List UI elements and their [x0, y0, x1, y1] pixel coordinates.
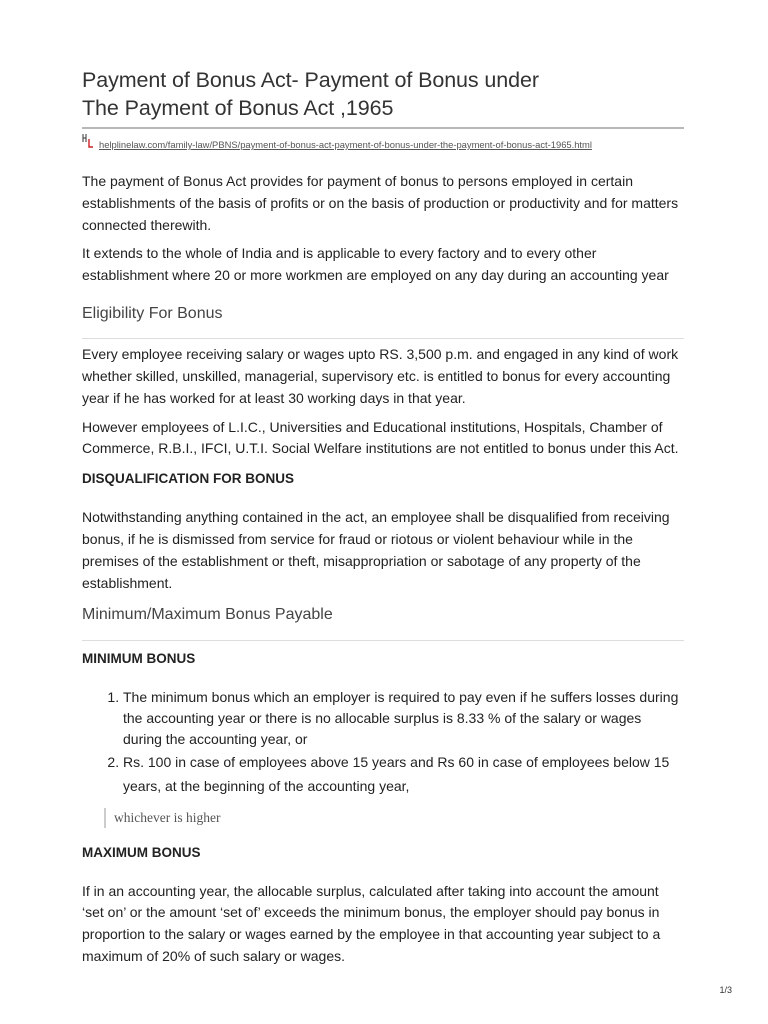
list-item: 2. Rs. 100 in case of employees above 15 years and Rs 60 in case of employees below 15 years, at the beginning of the accounting year, — [123, 750, 684, 798]
source-url-link[interactable]: helplinelaw.com/family-law/PBNS/payment-of-bonus-act-payment-of-bonus-under-the-payment-of-bonus-act-1965.html — [99, 139, 592, 150]
page-indicator: 1/3 — [719, 985, 732, 995]
minimum-bonus-list — [82, 687, 684, 798]
title-divider — [82, 127, 684, 129]
eligibility-paragraph-1: Every employee receiving salary or wages upto RS. 3,500 p.m. and engaged in any kind of work whether skilled, unskilled, managerial, supervisory etc. is entitled to bonus for every accounting year if he has worked for at least 30 working days in that year. — [82, 346, 679, 406]
intro-paragraph-2: It extends to the whole of India and is applicable to every factory and to every other establishment where 20 or more workmen are employed on any day during an accounting year — [82, 245, 669, 284]
eligibility-paragraph-2: However employees of L.I.C., Universities and Educational institutions, Hospitals, Chamber of Commerce, R.B.I., IFCI, U.T.I. Social Welfare institutions are not entitled to bonus under this Act. — [82, 418, 679, 457]
minmax-divider — [82, 640, 684, 641]
minimum-bonus-heading: MINIMUM BONUS — [82, 650, 196, 666]
disqualification-paragraph: Notwithstanding anything contained in the act, an employee shall be disqualified from receiving bonus, if he is dismissed from service for fraud or riotous or violent behaviour while in the premises of the establishment or theft, misappropriation or sabotage of any property of the establishment. — [82, 509, 670, 591]
blockquote: whichever is higher — [104, 808, 684, 828]
document-page — [82, 66, 684, 968]
intro-paragraph-1: The payment of Bonus Act provides for payment of bonus to persons employed in certain establishments of the basis of profits or on the basis of production or productivity and for matters connected therewith. — [82, 173, 679, 233]
eligibility-heading: Eligibility For Bonus — [82, 304, 223, 322]
source-link-icon — [82, 133, 94, 149]
title-line-1: Payment of Bonus Act- Payment of Bonus under — [82, 68, 539, 92]
minmax-heading: Minimum/Maximum Bonus Payable — [82, 606, 333, 624]
maximum-bonus-paragraph: If in an accounting year, the allocable surplus, calculated after taking into account the amount ‘set on’ or the amount ‘set of’ exceeds the minimum bonus, the employer should pay bonus in proportion to the salary or wages earned by the employee in that accounting year subject to a maximum of 20% of such salary or wages. — [82, 882, 661, 964]
maximum-bonus-heading: MAXIMUM BONUS — [82, 844, 201, 860]
eligibility-divider — [82, 338, 684, 339]
source-line — [82, 131, 684, 155]
page-title — [82, 66, 684, 122]
list-item: 1. The minimum bonus which an employer is required to pay even if he suffers losses during the accounting year or there is no allocable surplus is 8.33 % of the salary or wages during the accounting year, or — [123, 687, 684, 750]
title-line-2: The Payment of Bonus Act ,1965 — [82, 96, 394, 120]
disqualification-heading: DISQUALIFICATION FOR BONUS — [82, 471, 294, 487]
